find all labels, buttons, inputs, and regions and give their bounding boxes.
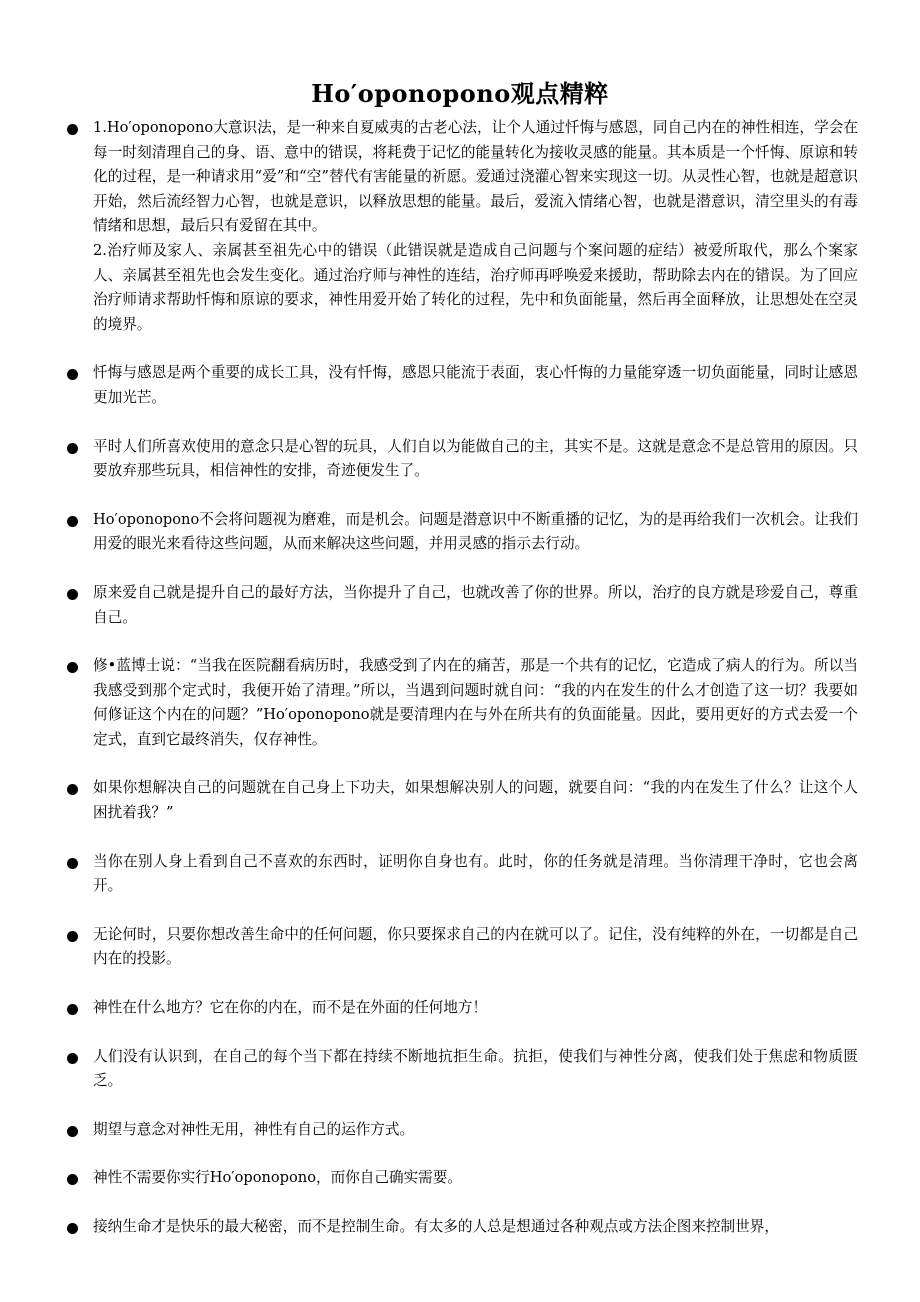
list-item-text: 原来爱自己就是提升自己的最好方法，当你提升了自己，也就改善了你的世界。所以，治疗的良方就是珍爱自己，尊重自己。 <box>93 583 858 626</box>
bullet-icon <box>67 1174 78 1185</box>
list-item <box>0 1045 920 1094</box>
page-title: Ho′oponopono观点精粹 <box>311 79 609 108</box>
list-item-text: 神性在什么地方？它在你的内在，而不是在外面的任何地方！ <box>93 999 488 1017</box>
list-item <box>0 776 920 825</box>
bullet-icon <box>67 369 78 380</box>
list-item <box>0 923 920 972</box>
bullet-icon <box>67 124 78 135</box>
list-item-text: 2.治疗师及家人、亲属甚至祖先心中的错误（此错误就是造成自己问题与个案问题的症结）被爱所取代，那么个案家人、亲属甚至祖先也会发生变化。通过治疗师与神性的连结，治疗师再呼唤爱来援助，帮助除去内在的错误。为了回应治疗师请求帮助忏悔和原谅的要求，神性用爱开始了转化的过程，先中和负面能量，然后再全面释放，让思想处在空灵的境界。 <box>93 241 858 333</box>
list-item-text: 接纳生命才是快乐的最大秘密，而不是控制生命。有太多的人总是想通过各种观点或方法企图来控制世界， <box>93 1218 779 1235</box>
list-item <box>0 435 920 484</box>
list-item <box>0 1215 920 1240</box>
list-item <box>0 581 920 630</box>
bullet-icon <box>67 662 78 673</box>
list-item-text: 当你在别人身上看到自己不喜欢的东西时，证明你自身也有。此时，你的任务就是清理。当你清理干净时，它也会离开。 <box>93 852 858 895</box>
list-item-text: 神性不需要你实行Ho′oponopono，而你自己确实需要。 <box>93 1169 462 1187</box>
list-item-text: 平时人们所喜欢使用的意念只是心智的玩具，人们自以为能做自己的主，其实不是。这就是意念不是总管用的原因。只要放弃那些玩具，相信神性的安排，奇迹便发生了。 <box>93 437 858 480</box>
bullet-icon <box>67 443 78 454</box>
bullet-icon <box>67 931 78 942</box>
bullet-icon <box>67 516 78 527</box>
list-item-text: 期望与意念对神性无用，神性有自己的运作方式。 <box>93 1120 415 1138</box>
list-item <box>0 654 920 752</box>
list-item <box>0 116 920 337</box>
list-item-text: 无论何时，只要你想改善生命中的任何问题，你只要探求自己的内在就可以了。记住，没有纯粹的外在，一切都是自己内在的投影。 <box>93 925 858 968</box>
bullet-icon <box>67 784 78 795</box>
list-item <box>0 1118 920 1143</box>
list-item-text: 人们没有认识到，在自己的每个当下都在持续不断地抗拒生命。抗拒，使我们与神性分离，使我们处于焦虑和物质匮乏。 <box>93 1047 858 1090</box>
list-item-text: 修•蓝博士说：“当我在医院翻看病历时，我感受到了内在的痛苦，那是一个共有的记忆，它造成了病人的行为。所以当我感受到那个定式时，我便开始了清理。”所以，当遇到问题时就自问：“我的内在发生的什么才创造了这一切？我要如何修证这个内在的问题？”Ho′oponopono就是要清理内在与外在所共有的负面能量。因此，要用更好的方式去爱一个定式，直到它最终消失，仅存神性。 <box>93 657 858 748</box>
list-item <box>0 996 920 1021</box>
bullet-list <box>0 116 920 1264</box>
list-item-text: 忏悔与感恩是两个重要的成长工具，没有忏悔，感恩只能流于表面，衷心忏悔的力量能穿透一切负面能量，同时让感恩更加光芒。 <box>93 364 858 406</box>
list-item <box>0 361 920 410</box>
list-item <box>0 1166 920 1191</box>
list-item <box>0 508 920 557</box>
list-item <box>0 850 920 899</box>
bullet-icon <box>67 1004 78 1015</box>
list-item-text: Ho′oponopono不会将问题视为磨难，而是机会。问题是潜意识中不断重播的记忆，为的是再给我们一次机会。让我们用爱的眼光来看待这些问题，从而来解决这些问题，并用灵感的指示去行动。 <box>93 510 858 553</box>
bullet-icon <box>67 589 78 600</box>
bullet-icon <box>67 1053 78 1064</box>
bullet-icon <box>67 1223 78 1234</box>
list-item-text: 1.Ho′oponopono大意识法，是一种来自夏威夷的古老心法，让个人通过忏悔与感恩，同自己内在的神性相连，学会在每一时刻清理自己的身、语、意中的错误，将耗费于记忆的能量转化为接收灵感的能量。其本质是一个忏悔、原谅和转化的过程，是一种请求用“爱”和“空”替代有害能量的祈愿。爱通过浇灌心智来实现这一切。从灵性心智，也就是超意识开始，然后流经智力心智，也就是意识，以释放思想的能量。最后，爱流入情绪心智，也就是潜意识，清空里头的有毒情绪和思想，最后只有爱留在其中。 <box>93 119 858 235</box>
bullet-icon <box>67 858 78 869</box>
bullet-icon <box>67 1126 78 1137</box>
list-item-text: 如果你想解决自己的问题就在自己身上下功夫，如果想解决别人的问题，就要自问：“我的内在发生了什么？让这个人困扰着我？” <box>93 779 858 822</box>
